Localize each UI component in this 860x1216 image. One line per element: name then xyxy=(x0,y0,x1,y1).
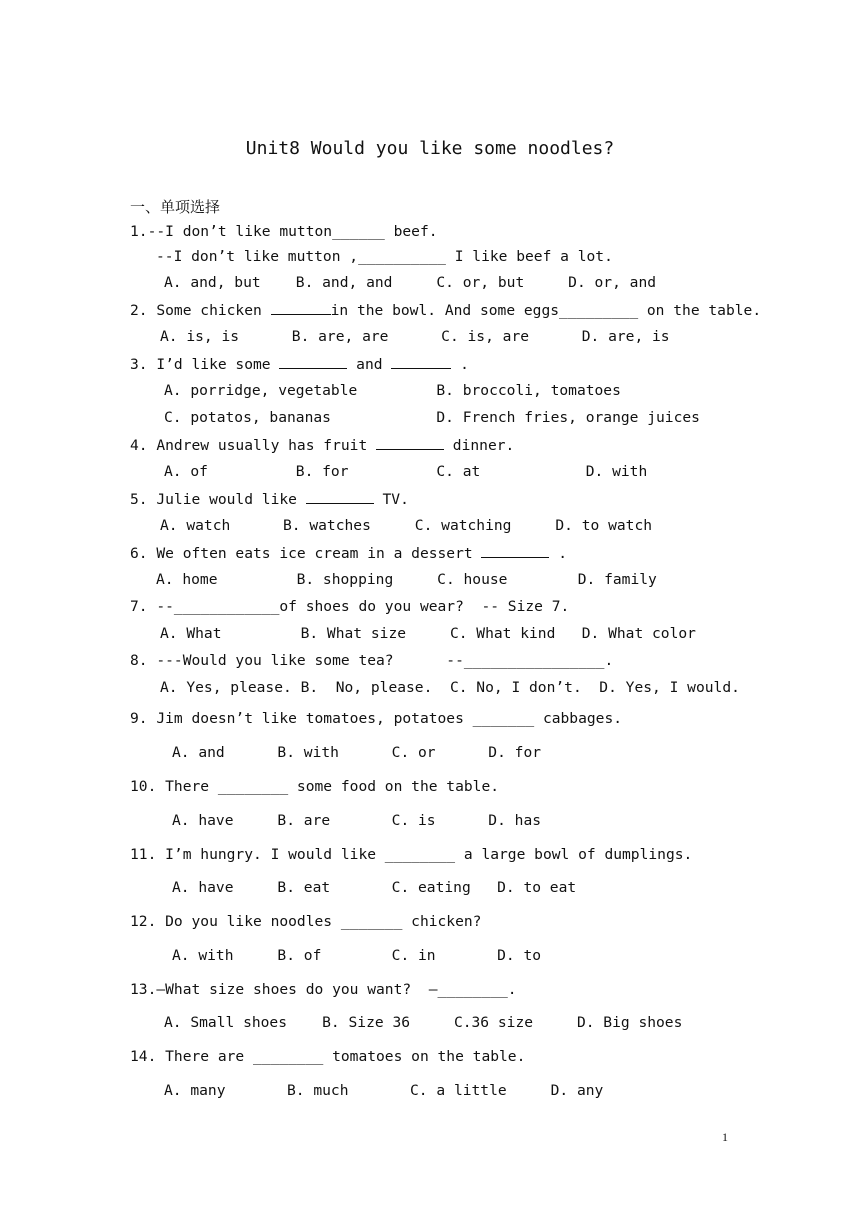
answer-blank xyxy=(279,354,347,369)
question-4 xyxy=(130,435,514,456)
answer-blank xyxy=(271,300,331,315)
question-13-options: A. Small shoes B. Size 36 C.36 size D. Big shoes xyxy=(164,1014,683,1031)
question-6-text-b: . xyxy=(549,545,568,562)
question-5-text-a: 5. Julie would like xyxy=(130,491,306,508)
question-6-options: A. home B. shopping C. house D. family xyxy=(156,571,657,588)
question-3-options-1: A. porridge, vegetable B. broccoli, tomatoes xyxy=(164,382,621,399)
question-14-options: A. many B. much C. a little D. any xyxy=(164,1082,604,1099)
question-3-options-2: C. potatos, bananas D. French fries, orange juices xyxy=(164,409,700,426)
answer-blank xyxy=(376,435,444,450)
question-11: 11. I’m hungry. I would like ________ a large bowl of dumplings. xyxy=(130,846,693,863)
question-12: 12. Do you like noodles _______ chicken? xyxy=(130,913,482,930)
question-4-text-b: dinner. xyxy=(444,437,515,454)
page-number: 1 xyxy=(722,1130,728,1144)
question-8-options: A. Yes, please. B. No, please. C. No, I don’t. D. Yes, I would. xyxy=(160,679,740,696)
page-title: Unit8 Would you like some noodles? xyxy=(245,138,615,159)
question-3-text-b: and xyxy=(347,356,392,373)
answer-blank xyxy=(306,489,374,504)
question-1-line-2: --I don’t like mutton ,__________ I like beef a lot. xyxy=(156,248,613,265)
question-11-options: A. have B. eat C. eating D. to eat xyxy=(172,879,577,896)
question-4-text-a: 4. Andrew usually has fruit xyxy=(130,437,377,454)
answer-blank xyxy=(391,354,451,369)
question-3-text-c: . xyxy=(451,356,469,373)
question-10-options: A. have B. are C. is D. has xyxy=(172,812,542,829)
question-2-text-a: 2. Some chicken xyxy=(130,302,271,319)
question-4-options: A. of B. for C. at D. with xyxy=(164,463,648,480)
question-6-text-a: 6. We often eats ice cream in a dessert xyxy=(130,545,482,562)
question-7: 7. --____________of shoes do you wear? -- Size 7. xyxy=(130,598,570,615)
question-3-text-a: 3. I’d like some xyxy=(130,356,280,373)
question-13: 13.—What size shoes do you want? —________. xyxy=(130,981,517,998)
answer-blank xyxy=(481,543,549,558)
question-9: 9. Jim doesn’t like tomatoes, potatoes _______ cabbages. xyxy=(130,710,623,727)
question-6 xyxy=(130,543,567,564)
question-5-text-b: TV. xyxy=(373,491,409,508)
section-heading: 一、单项选择 xyxy=(130,198,221,216)
question-9-options: A. and B. with C. or D. for xyxy=(172,744,542,761)
question-3 xyxy=(130,354,469,375)
question-7-options: A. What B. What size C. What kind D. What color xyxy=(160,625,696,642)
question-10: 10. There ________ some food on the table. xyxy=(130,778,500,795)
question-2-options: A. is, is B. are, are C. is, are D. are, is xyxy=(160,328,670,345)
question-14: 14. There are ________ tomatoes on the table. xyxy=(130,1048,526,1065)
question-2 xyxy=(130,300,761,321)
question-5 xyxy=(130,489,409,510)
question-8: 8. ---Would you like some tea? --________________. xyxy=(130,652,614,669)
question-5-options: A. watch B. watches C. watching D. to watch xyxy=(160,517,653,534)
question-2-text-b: in the bowl. And some eggs_________ on the table. xyxy=(330,302,762,319)
question-1-options: A. and, but B. and, and C. or, but D. or, and xyxy=(164,274,657,291)
question-1-line-1: 1.--I don’t like mutton______ beef. xyxy=(130,223,438,240)
question-12-options: A. with B. of C. in D. to xyxy=(172,947,542,964)
